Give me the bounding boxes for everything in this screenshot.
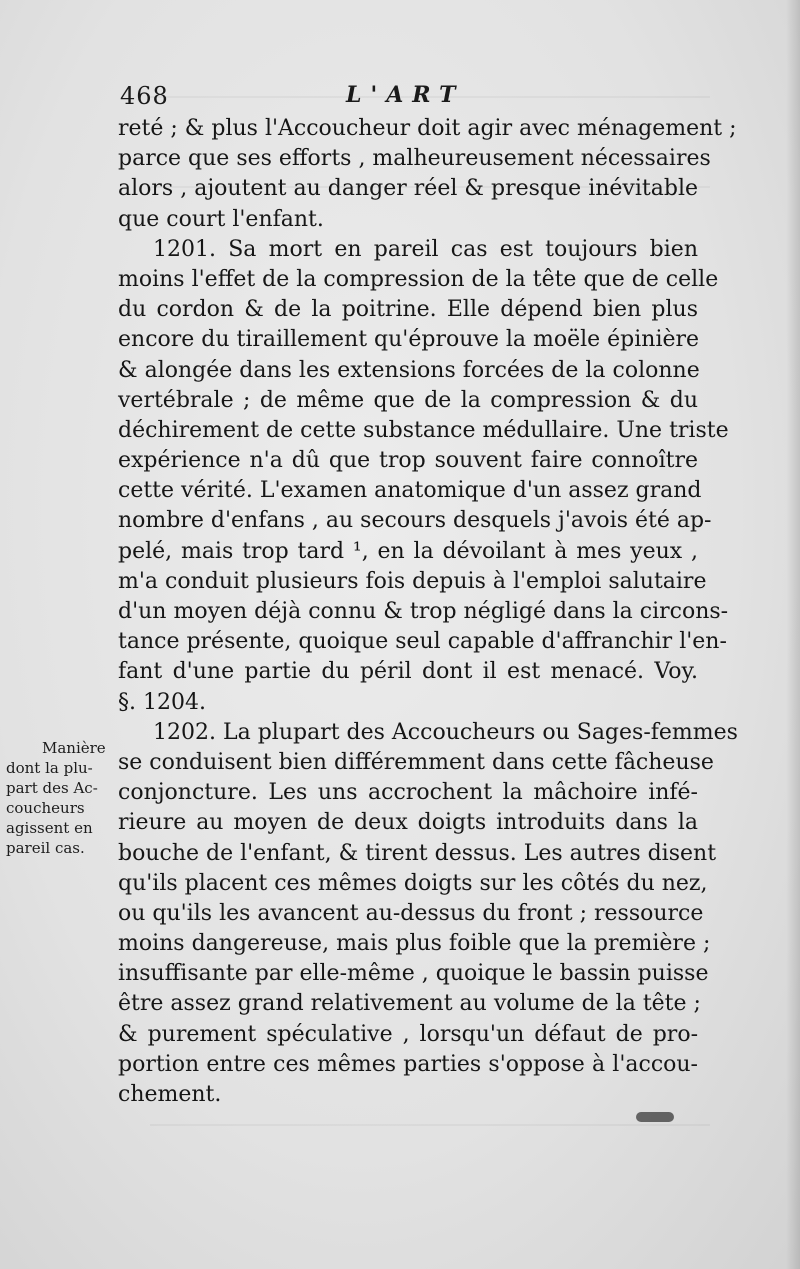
- text-line: déchirement de cette substance médullaire. Une triste: [118, 417, 729, 443]
- text-line: tance présente, quoique seul capable d'affranchir l'en-: [118, 629, 727, 655]
- text-line: §. 1204.: [118, 689, 206, 715]
- text-line: ou qu'ils les avancent au-dessus du front ; ressource: [118, 900, 704, 926]
- text-line: & purement spéculative , lorsqu'un défaut de pro-: [118, 1021, 698, 1047]
- text-line: 1202. La plupart des Accoucheurs ou Sages-femmes: [153, 719, 738, 745]
- marginal-note: [6, 738, 124, 858]
- text-line: que court l'enfant.: [118, 206, 324, 232]
- body-text: [118, 114, 738, 1110]
- marginal-note-line: dont la plu-: [6, 759, 93, 777]
- text-line: & alongée dans les extensions forcées de la colonne: [118, 357, 700, 383]
- text-line: expérience n'a dû que trop souvent faire connoître: [118, 448, 698, 474]
- ink-smudge: [636, 1112, 674, 1122]
- marginal-note-line: part des Ac-: [6, 779, 98, 797]
- text-line: se conduisent bien différemment dans cette fâcheuse: [118, 749, 714, 775]
- text-line: rieure au moyen de deux doigts introduits dans la: [118, 810, 698, 836]
- marginal-note-line: pareil cas.: [6, 839, 85, 857]
- text-line: encore du tiraillement qu'éprouve la moële épinière: [118, 327, 700, 353]
- text-line: bouche de l'enfant, & tirent dessus. Les autres disent: [118, 840, 717, 866]
- running-head: L'ART: [346, 82, 465, 108]
- show-through-line: [150, 1124, 710, 1126]
- text-line: portion entre ces mêmes parties s'oppose à l'accou-: [118, 1051, 698, 1077]
- text-line: m'a conduit plusieurs fois depuis à l'emploi salutaire: [118, 568, 707, 594]
- page-number: 468: [120, 82, 169, 110]
- text-line: chement.: [118, 1082, 222, 1107]
- page-edge-shadow: [786, 0, 800, 1269]
- text-line: alors , ajoutent au danger réel & presque inévitable: [118, 176, 698, 202]
- text-line: reté ; & plus l'Accoucheur doit agir avec ménagement ;: [118, 116, 737, 141]
- text-line: fant d'une partie du péril dont il est menacé. Voy.: [118, 659, 698, 685]
- text-line: être assez grand relativement au volume de la tête ;: [118, 991, 701, 1017]
- text-line: parce que ses efforts , malheureusement nécessaires: [118, 146, 711, 172]
- marginal-note-line: agissent en: [6, 819, 93, 837]
- text-line: moins dangereuse, mais plus foible que la première ;: [118, 931, 711, 957]
- text-line: du cordon & de la poitrine. Elle dépend bien plus: [118, 297, 698, 323]
- marginal-note-line: coucheurs: [6, 799, 85, 817]
- text-line: vertébrale ; de même que de la compression & du: [118, 387, 698, 413]
- text-line: conjoncture. Les uns accrochent la mâchoire infé-: [118, 780, 698, 806]
- text-line: nombre d'enfans , au secours desquels j'avois été ap-: [118, 508, 712, 534]
- marginal-note-line: Manière: [42, 739, 106, 757]
- text-line: cette vérité. L'examen anatomique d'un assez grand: [118, 478, 702, 504]
- text-line: moins l'effet de la compression de la tête que de celle: [118, 266, 719, 292]
- page-header: [118, 78, 698, 112]
- text-line: qu'ils placent ces mêmes doigts sur les côtés du nez,: [118, 870, 708, 896]
- text-line: 1201. Sa mort en pareil cas est toujours bien: [153, 236, 698, 262]
- text-line: pelé, mais trop tard ¹, en la dévoilant à mes yeux ,: [118, 538, 698, 564]
- text-line: insuffisante par elle-même , quoique le bassin puisse: [118, 961, 709, 987]
- text-line: d'un moyen déjà connu & trop négligé dans la circons-: [118, 599, 729, 624]
